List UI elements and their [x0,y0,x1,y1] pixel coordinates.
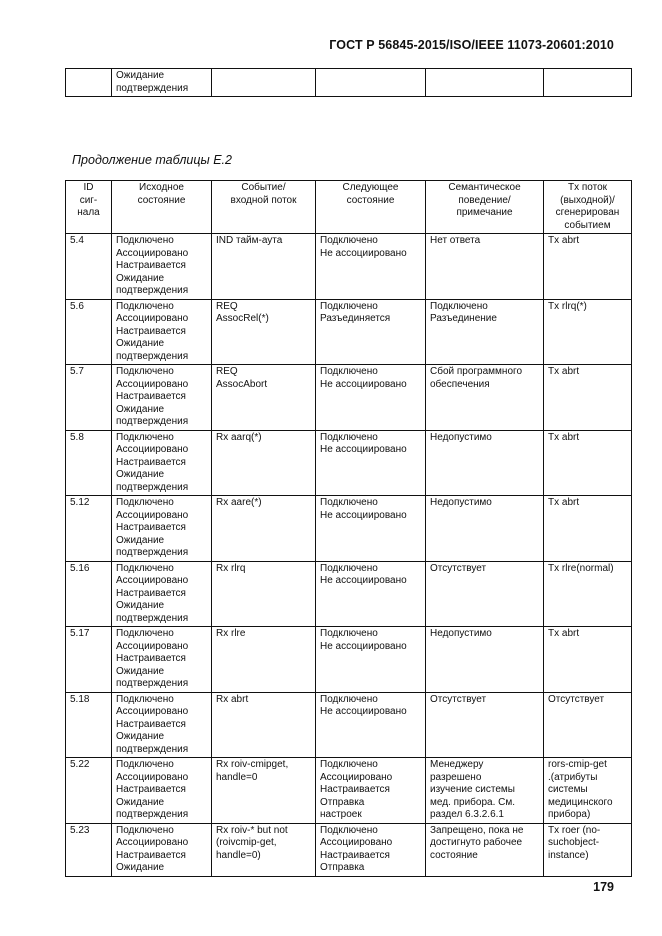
table-cell [212,69,316,97]
table-cell: Rx roiv-cmipget, handle=0 [212,758,316,824]
table-cell: 5.18 [66,692,112,758]
table-cell: REQ AssocRel(*) [212,299,316,365]
table-cell: Rx rlrq [212,561,316,627]
table-cell: Отсутствует [544,692,632,758]
table-cell: Подключено Ассоциировано Настраивается Ожидание подтверждения [112,758,212,824]
table-row [66,758,632,824]
table-cell: Подключено Разъединение [426,299,544,365]
table-cell: Подключено Ассоциировано Настраивается Ожидание подтверждения [112,365,212,431]
continued-table-fragment [65,68,632,97]
table-cell: Подключено Ассоциировано Настраивается Ожидание подтверждения [112,299,212,365]
table-cell: Подключено Не ассоциировано [316,692,426,758]
table-cell: 5.7 [66,365,112,431]
table-cell [316,69,426,97]
table-cell: Запрещено, пока не достигнуто рабочее состояние [426,823,544,876]
table-cell: 5.4 [66,234,112,300]
page-number: 179 [593,880,614,894]
table-cell: Подключено Ассоциировано Настраивается Ожидание [112,823,212,876]
document-header: ГОСТ Р 56845-2015/ISO/IEEE 11073-20601:2010 [329,38,614,52]
table-row [66,627,632,693]
table-row [66,299,632,365]
table-row [66,823,632,876]
table-cell: Недопустимо [426,627,544,693]
table-caption: Продолжение таблицы Е.2 [72,153,232,167]
table-cell: Подключено Не ассоциировано [316,365,426,431]
table-cell: Подключено Ассоциировано Настраивается Ожидание подтверждения [112,692,212,758]
table-cell: Подключено Ассоциировано Настраивается Ожидание подтверждения [112,430,212,496]
table-cell: Недопустимо [426,496,544,562]
table-cell: Подключено Ассоциировано Настраивается Ожидание подтверждения [112,496,212,562]
table-cell: Отсутствует [426,561,544,627]
table-cell: Tx abrt [544,496,632,562]
table-cell: Недопустимо [426,430,544,496]
column-header: Семантическое поведение/ примечание [426,181,544,234]
table-cell: Подключено Разъединяется [316,299,426,365]
table-cell: Tx abrt [544,430,632,496]
table-row [66,430,632,496]
table-cell: 5.22 [66,758,112,824]
table-cell: Подключено Не ассоциировано [316,430,426,496]
table-row [66,365,632,431]
table-e2 [65,180,632,877]
table-row [66,561,632,627]
table-row [66,69,632,97]
table-cell: Tx abrt [544,234,632,300]
table-cell: 5.12 [66,496,112,562]
table-cell: Rx aarq(*) [212,430,316,496]
table-cell: Tx abrt [544,365,632,431]
column-header: ID сиг- нала [66,181,112,234]
table-cell: Tx abrt [544,627,632,693]
table-cell: Подключено Ассоциировано Настраивается Ожидание подтверждения [112,627,212,693]
table-cell: Подключено Не ассоциировано [316,496,426,562]
table-cell: IND тайм-аута [212,234,316,300]
table-cell [544,69,632,97]
table-cell: Rx rlre [212,627,316,693]
table-header-row [66,181,632,234]
table-cell: Rx aare(*) [212,496,316,562]
table-cell: Ожидание подтверждения [112,69,212,97]
table-cell: REQ AssocAbort [212,365,316,431]
table-row [66,496,632,562]
column-header: Следующее состояние [316,181,426,234]
table-cell: Tx rlre(normal) [544,561,632,627]
table-cell: Отсутствует [426,692,544,758]
table-cell: Подключено Не ассоциировано [316,234,426,300]
column-header: Tx поток (выходной)/ сгенерирован событием [544,181,632,234]
table-cell: Подключено Ассоциировано Настраивается Ожидание подтверждения [112,561,212,627]
table-cell: 5.8 [66,430,112,496]
table-cell: Tx roer (no- suchobject- instance) [544,823,632,876]
table-cell: Подключено Не ассоциировано [316,561,426,627]
table-cell: Подключено Не ассоциировано [316,627,426,693]
table-row [66,234,632,300]
table-cell: Tx rlrq(*) [544,299,632,365]
table-cell [426,69,544,97]
table-cell: 5.17 [66,627,112,693]
table-cell: Rx roiv-* but not (roivcmip-get, handle=0) [212,823,316,876]
column-header: Исходное состояние [112,181,212,234]
column-header: Событие/ входной поток [212,181,316,234]
table-cell: Подключено Ассоциировано Настраивается Ожидание подтверждения [112,234,212,300]
table-cell [66,69,112,97]
table-cell: Менеджеру разрешено изучение системы мед. прибора. См. раздел 6.3.2.6.1 [426,758,544,824]
table-cell: Подключено Ассоциировано Настраивается Отправка [316,823,426,876]
table-cell: 5.16 [66,561,112,627]
table-cell: 5.6 [66,299,112,365]
table-cell: Нет ответа [426,234,544,300]
table-row [66,692,632,758]
table-cell: rors-cmip-get .(атрибуты системы медицинского прибора) [544,758,632,824]
table-cell: Сбой программного обеспечения [426,365,544,431]
table-cell: 5.23 [66,823,112,876]
table-cell: Rx abrt [212,692,316,758]
table-cell: Подключено Ассоциировано Настраивается Отправка настроек [316,758,426,824]
